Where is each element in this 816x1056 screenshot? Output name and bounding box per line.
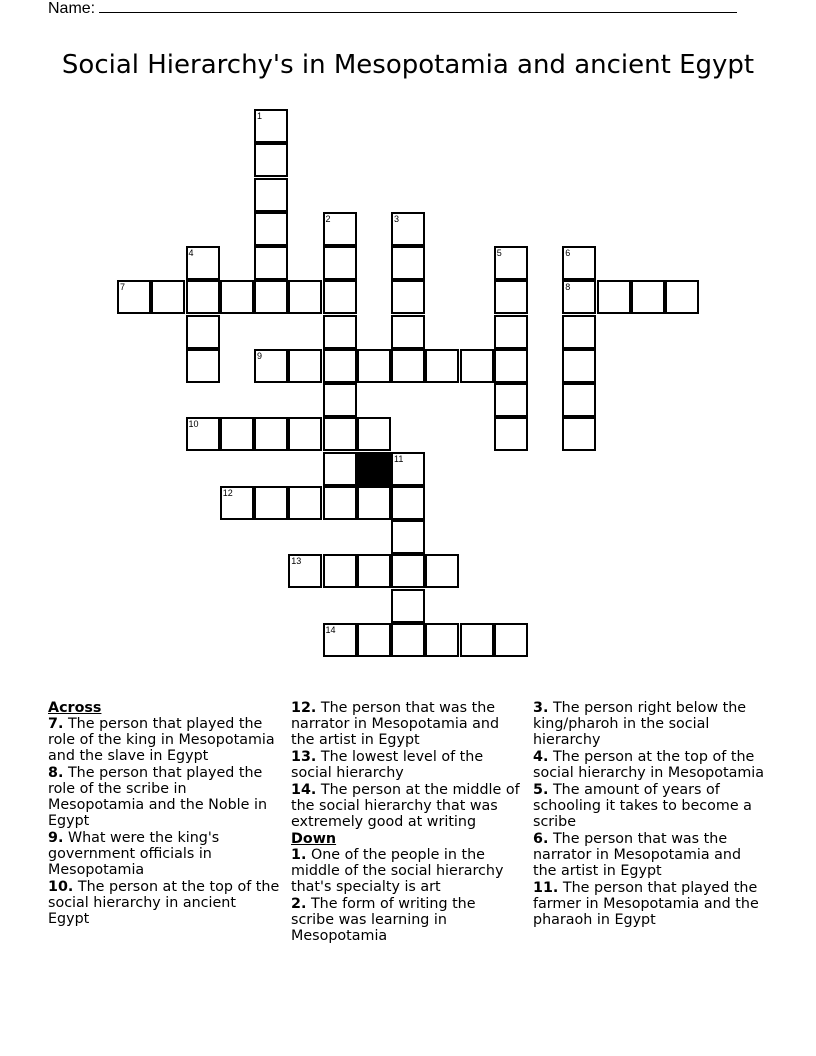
crossword-cell[interactable] (562, 280, 596, 314)
clue-number: 14 (325, 624, 336, 635)
black-square (357, 452, 391, 486)
clue-item (48, 830, 280, 878)
crossword-cell[interactable] (323, 280, 357, 314)
crossword-cell[interactable] (323, 452, 357, 486)
crossword-cell[interactable] (220, 280, 254, 314)
crossword-cell[interactable] (288, 280, 322, 314)
crossword-cell[interactable] (151, 280, 185, 314)
clue-text: The person that played the role of the king in Mesopotamia and the slave in Egypt (48, 716, 275, 764)
crossword-cell[interactable] (494, 383, 528, 417)
crossword-cell[interactable] (323, 486, 357, 520)
crossword-cell[interactable] (665, 280, 699, 314)
crossword-cell[interactable] (425, 349, 459, 383)
crossword-cell[interactable] (494, 349, 528, 383)
clue-text: The person that played the role of the scribe in Mesopotamia and the Noble in Egypt (48, 765, 268, 829)
crossword-cell[interactable] (391, 589, 425, 623)
crossword-cell[interactable] (186, 246, 220, 280)
clues-column-2 (291, 700, 523, 945)
clue-text: The person that was the narrator in Mesopotamia and the artist in Egypt (533, 831, 742, 879)
crossword-cell[interactable] (494, 417, 528, 451)
clue-text: The lowest level of the social hierarchy (291, 749, 484, 781)
clue-item (48, 765, 280, 829)
crossword-cell[interactable] (220, 417, 254, 451)
clue-number: 10 (188, 419, 199, 430)
clue-text: The person right below the king/pharoh in the social hierarchy (533, 700, 747, 748)
clue-item (48, 716, 280, 764)
crossword-cell[interactable] (562, 315, 596, 349)
crossword-cell[interactable] (117, 280, 151, 314)
clue-number-label: 3. (533, 700, 549, 716)
crossword-cell[interactable] (254, 417, 288, 451)
clue-number-label: 6. (533, 831, 549, 847)
clue-number-label: 4. (533, 749, 549, 765)
crossword-cell[interactable] (425, 554, 459, 588)
clue-item (291, 847, 523, 895)
crossword-cell[interactable] (357, 486, 391, 520)
crossword-cell[interactable] (220, 486, 254, 520)
clue-item (533, 749, 765, 781)
clue-number: 7 (120, 282, 126, 293)
clues-column-3 (533, 700, 765, 929)
crossword-cell[interactable] (391, 520, 425, 554)
clue-item (291, 749, 523, 781)
crossword-cell[interactable] (357, 349, 391, 383)
clue-number-label: 13. (291, 749, 317, 765)
clue-number: 12 (222, 487, 233, 498)
crossword-cell[interactable] (357, 554, 391, 588)
crossword-cell[interactable] (254, 486, 288, 520)
crossword-cell[interactable] (254, 178, 288, 212)
crossword-cell[interactable] (391, 212, 425, 246)
crossword-cell[interactable] (254, 349, 288, 383)
clue-text: The person that was the narrator in Mesopotamia and the artist in Egypt (291, 700, 500, 748)
crossword-cell[interactable] (562, 246, 596, 280)
crossword-cell[interactable] (494, 246, 528, 280)
clue-text: What were the king's government officials in Mesopotamia (48, 830, 220, 878)
crossword-cell[interactable] (391, 349, 425, 383)
crossword-cell[interactable] (288, 349, 322, 383)
crossword-cell[interactable] (562, 417, 596, 451)
clue-item (48, 879, 280, 927)
crossword-cell[interactable] (323, 212, 357, 246)
clue-number: 5 (496, 248, 502, 258)
crossword-cell[interactable] (323, 246, 357, 280)
crossword-cell[interactable] (391, 315, 425, 349)
crossword-cell[interactable] (425, 623, 459, 657)
clue-number-label: 7. (48, 716, 64, 732)
clue-number-label: 9. (48, 830, 64, 846)
crossword-cell[interactable] (186, 280, 220, 314)
clue-text: The amount of years of schooling it takes to become a scribe (533, 782, 752, 830)
clue-number-label: 5. (533, 782, 549, 798)
clue-number: 1 (257, 111, 263, 121)
clue-item (291, 782, 523, 830)
crossword-cell[interactable] (391, 554, 425, 588)
across-heading: Across (48, 700, 102, 716)
clue-number-label: 14. (291, 782, 317, 798)
crossword-cell[interactable] (357, 417, 391, 451)
crossword-cell[interactable] (288, 554, 322, 588)
clue-number-label: 10. (48, 879, 74, 895)
clue-number-label: 11. (533, 880, 559, 896)
crossword-cell[interactable] (254, 109, 288, 143)
crossword-cell[interactable] (357, 623, 391, 657)
clue-number-label: 12. (291, 700, 317, 716)
clue-number-label: 8. (48, 765, 64, 781)
crossword-cell[interactable] (597, 280, 631, 314)
clue-item (533, 700, 765, 748)
clue-number: 4 (188, 248, 194, 258)
crossword-cell[interactable] (562, 383, 596, 417)
clue-number-label: 2. (291, 896, 307, 912)
clue-number-label: 1. (291, 847, 307, 863)
page-title: Social Hierarchy's in Mesopotamia and ancient Egypt (61, 50, 755, 80)
crossword-cell[interactable] (391, 246, 425, 280)
clue-item (533, 880, 765, 928)
crossword-cell[interactable] (288, 417, 322, 451)
clue-text: The person at the top of the social hierarchy in ancient Egypt (48, 879, 280, 927)
crossword-cell[interactable] (254, 212, 288, 246)
crossword-cell[interactable] (391, 623, 425, 657)
crossword-cell[interactable] (391, 452, 425, 486)
crossword-cell[interactable] (494, 315, 528, 349)
clue-number: 3 (394, 213, 400, 224)
crossword-cell[interactable] (494, 280, 528, 314)
clue-text: The form of writing the scribe was learning in Mesopotamia (291, 896, 476, 944)
clues-column-1 (48, 700, 280, 928)
clue-text: The person at the top of the social hierarchy in Mesopotamia (533, 749, 765, 781)
crossword-cell[interactable] (391, 280, 425, 314)
crossword-cell[interactable] (254, 246, 288, 280)
clue-item (291, 896, 523, 944)
clue-item (533, 782, 765, 830)
down-heading: Down (291, 831, 337, 847)
name-label: Name: (48, 0, 96, 17)
clue-item (533, 831, 765, 879)
clue-item (291, 700, 523, 748)
crossword-cell[interactable] (494, 623, 528, 657)
crossword-cell[interactable] (254, 143, 288, 177)
crossword-cell[interactable] (391, 486, 425, 520)
crossword-cell[interactable] (460, 349, 494, 383)
clue-number: 6 (565, 248, 571, 258)
crossword-cell[interactable] (323, 383, 357, 417)
crossword-cell[interactable] (460, 623, 494, 657)
crossword-cell[interactable] (186, 417, 220, 451)
crossword-cell[interactable] (631, 280, 665, 314)
clue-text: One of the people in the middle of the social hierarchy that's specialty is art (291, 847, 504, 895)
crossword-cell[interactable] (323, 623, 357, 657)
crossword-cell[interactable] (288, 486, 322, 520)
crossword-cell[interactable] (186, 349, 220, 383)
crossword-cell[interactable] (254, 280, 288, 314)
clue-number: 2 (325, 213, 331, 224)
clue-text: The person at the middle of the social hierarchy that was extremely good at writing (291, 782, 520, 830)
clue-text: The person that played the farmer in Mesopotamia and the pharaoh in Egypt (533, 880, 759, 928)
clue-number: 11 (394, 453, 404, 464)
clue-number: 13 (291, 556, 302, 567)
crossword-cell[interactable] (186, 315, 220, 349)
crossword-cell[interactable] (323, 315, 357, 349)
clue-number: 9 (257, 350, 263, 361)
crossword-cell[interactable] (323, 417, 357, 451)
crossword-cell[interactable] (323, 349, 357, 383)
crossword-cell[interactable] (562, 349, 596, 383)
crossword-cell[interactable] (323, 554, 357, 588)
clue-number: 8 (565, 282, 571, 293)
